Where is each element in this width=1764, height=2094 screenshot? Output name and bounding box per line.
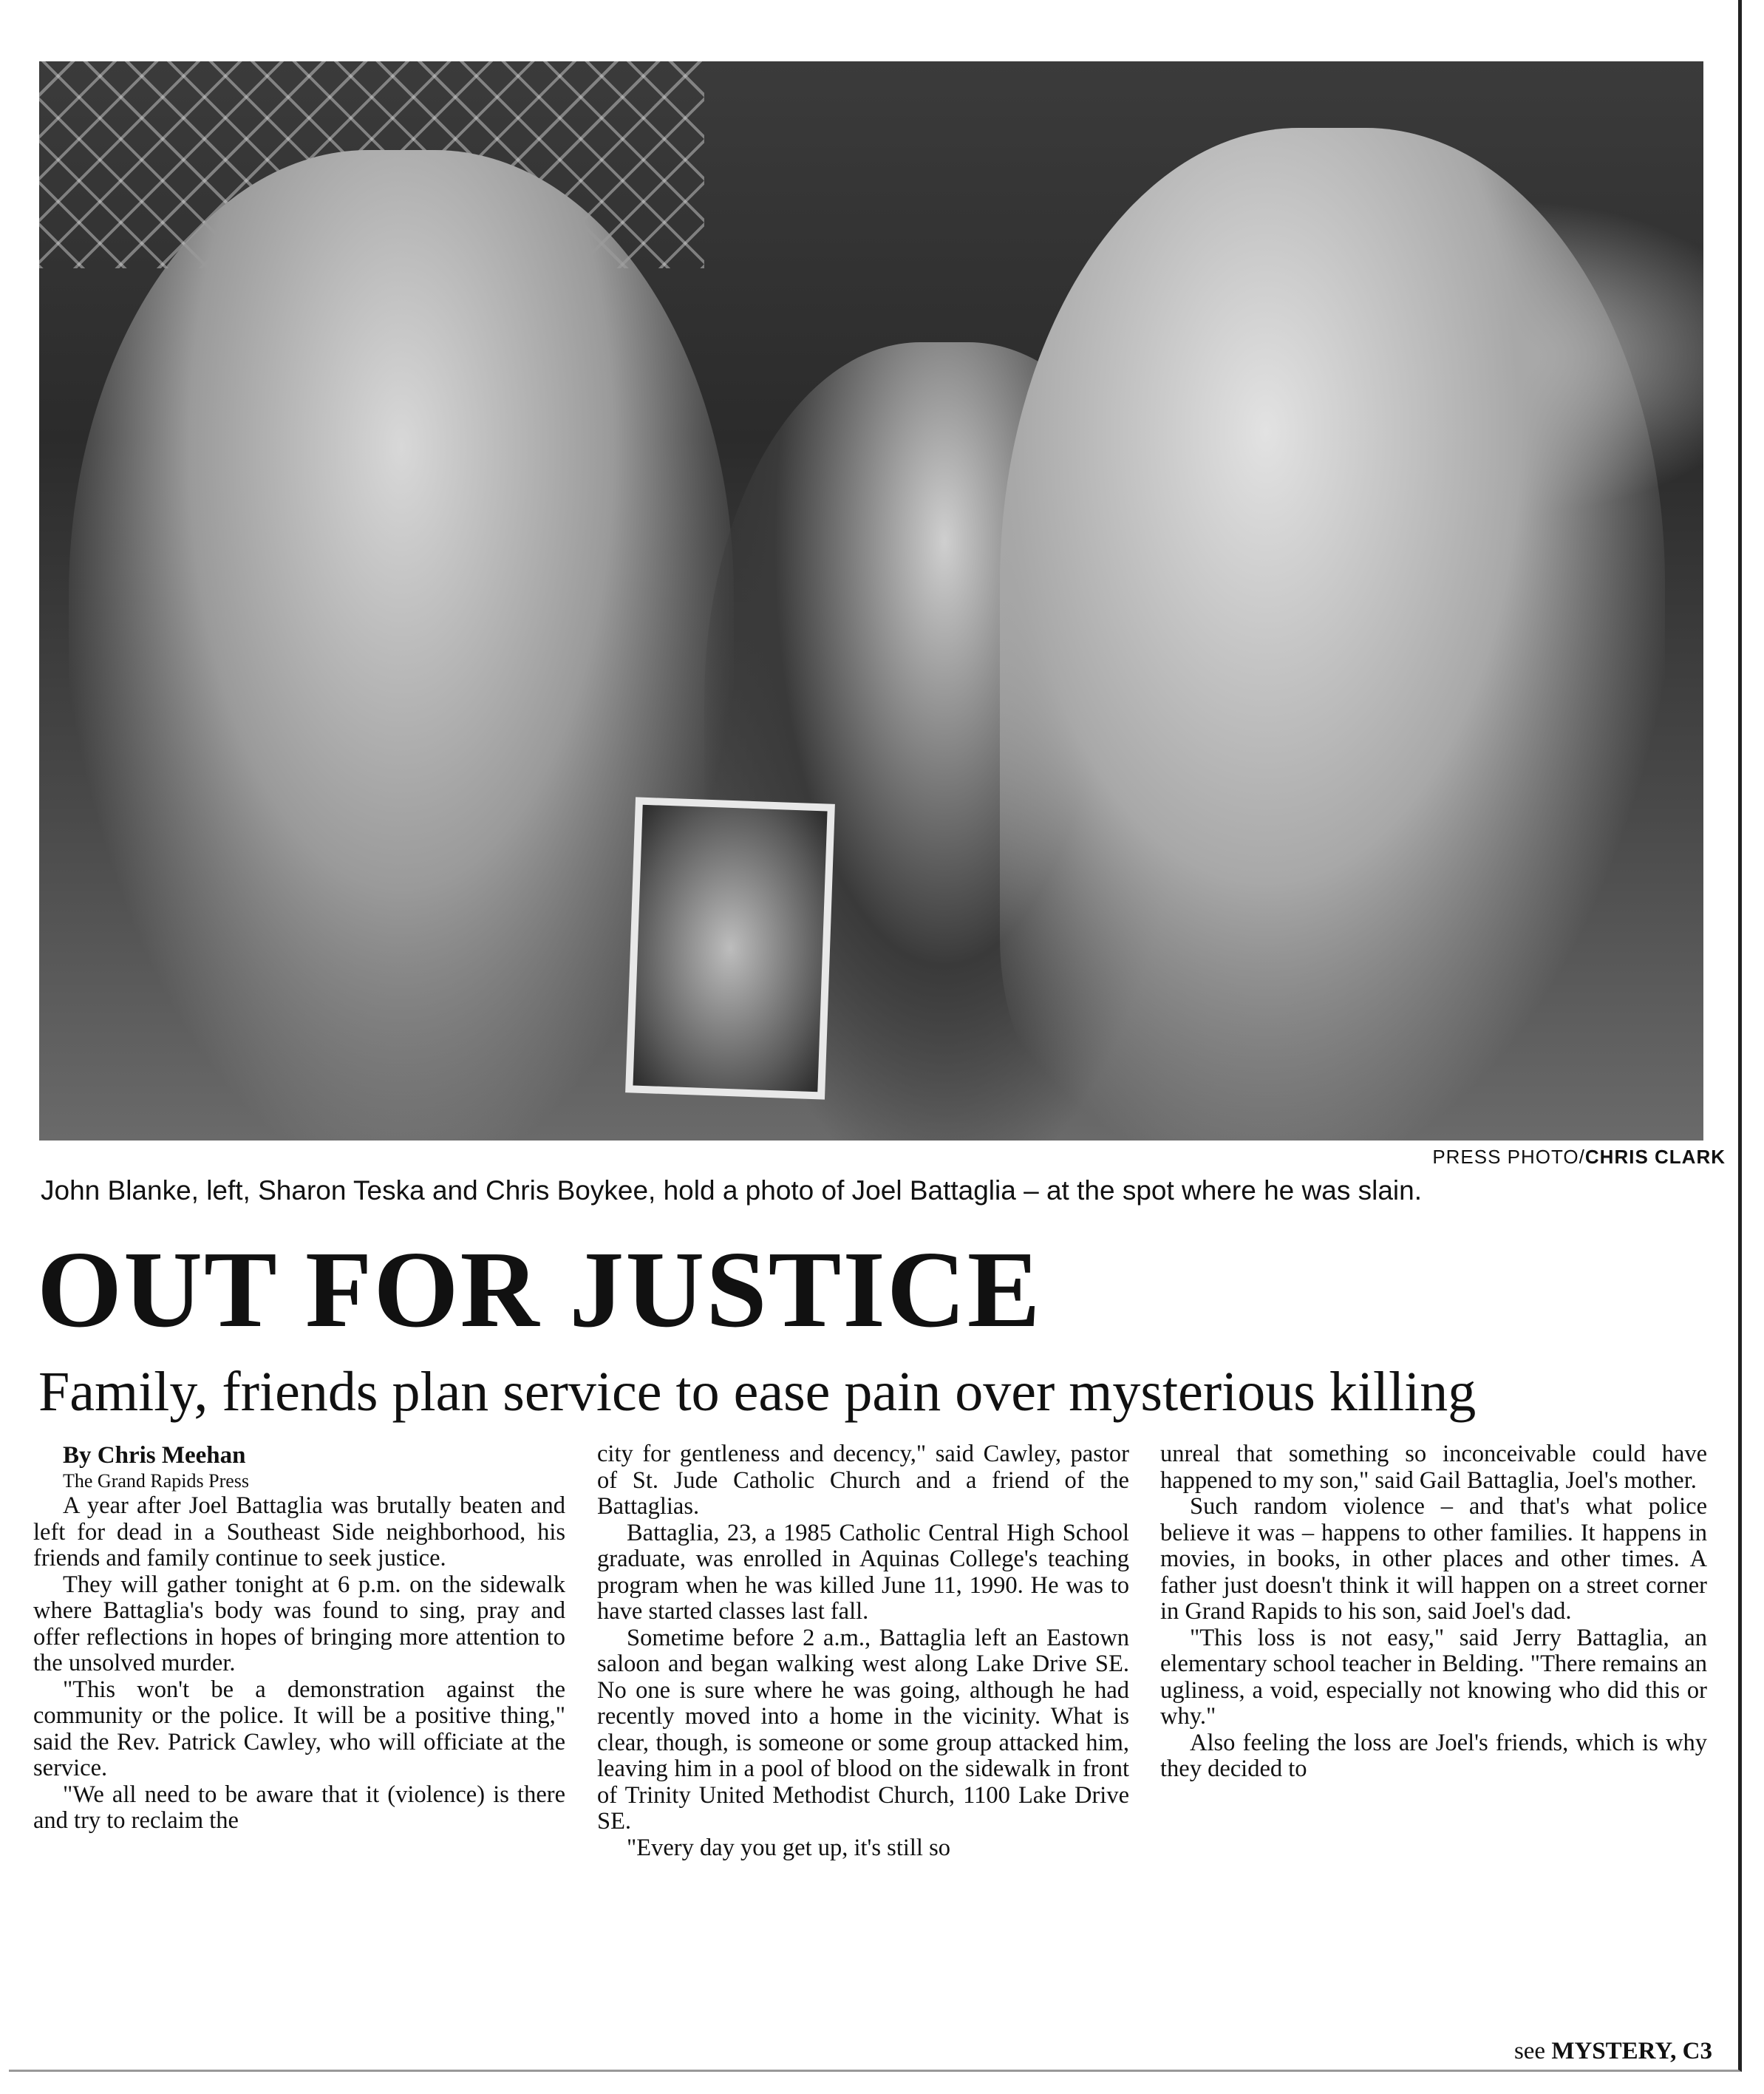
paragraph-continuation: city for gentleness and decency," said Cawley, pastor of St. Jude Catholic Church and a friend of the Battaglias. <box>597 1441 1129 1520</box>
jump-prefix: see <box>1513 2038 1552 2064</box>
paragraph: Such random violence – and that's what police believe it was – happens to other families. It happens in movies, in books, in other places and other times. A father just doesn't think it will happen on a street corner in Grand Rapids to his son, said Joel's dad. <box>1160 1493 1707 1625</box>
paragraph: "Every day you get up, it's still so <box>627 1834 950 1861</box>
framed-portrait <box>625 797 835 1099</box>
paragraph-continuation: unreal that something so inconceivable could have happened to my son," said Gail Battaglia, Joel's mother. <box>1160 1441 1707 1494</box>
photo-credit-name: CHRIS CLARK <box>1584 1146 1726 1168</box>
paragraph: Also feeling the loss are Joel's friends, which is why they decided to <box>1160 1729 1707 1782</box>
photo-credit-prefix: PRESS PHOTO/ <box>1432 1146 1585 1168</box>
photo-credit <box>1432 1146 1726 1169</box>
paragraph: "This loss is not easy," said Jerry Battaglia, an elementary school teacher in Belding. "There remains an ugliness, a void, especially not knowing who did this or why." <box>1160 1624 1707 1730</box>
subheadline: Family, friends plan service to ease pain over mysterious killing <box>38 1361 1477 1423</box>
article-column-3 <box>1160 1441 1707 1783</box>
paragraph: Battaglia, 23, a 1985 Catholic Central High School graduate, was enrolled in Aquinas College's teaching program when he was killed June 11, 1990. He was to have started classes last fall. <box>597 1519 1129 1625</box>
headline: OUT FOR JUSTICE <box>37 1229 1042 1350</box>
paragraph: They will gather tonight at 6 p.m. on the sidewalk where Battaglia's body was found to sing, pray and offer reflections in hopes of bringing more attention to the unsolved murder. <box>33 1571 565 1676</box>
byline: By Chris Meehan <box>63 1442 246 1469</box>
continued-jump-line <box>1514 2038 1712 2065</box>
photo-caption: John Blanke, left, Sharon Teska and Chris Boykee, hold a photo of Joel Battaglia – at the spot where he was slain. <box>41 1175 1422 1206</box>
jump-target: MYSTERY, C3 <box>1551 2038 1712 2064</box>
paragraph: Sometime before 2 a.m., Battaglia left an Eastown saloon and began walking west along Lake Drive SE. No one is sure where he was going, although he had recently moved into a home in the vicinity. What is clear, though, is someone or some group attacked him, leaving him in a pool of blood on the sidewalk in front of Trinity United Methodist Church, 1100 Lake Drive SE. <box>597 1624 1129 1835</box>
paragraph: A year after Joel Battaglia was brutally beaten and left for dead in a Southeast Side neighborhood, his friends and family continue to seek justice. <box>33 1492 565 1571</box>
news-photo <box>39 61 1703 1141</box>
person-chris-boykee <box>1000 128 1665 1141</box>
article-column-1 <box>33 1441 565 1835</box>
article-column-2 <box>597 1441 1129 1861</box>
byline-affiliation: The Grand Rapids Press <box>63 1470 250 1492</box>
paragraph: "This won't be a demonstration against the community or the police. It will be a positive thing," said the Rev. Patrick Cawley, who will officiate at the service. <box>33 1676 565 1781</box>
paragraph: "We all need to be aware that it (violence) is there and try to reclaim the <box>33 1781 565 1834</box>
